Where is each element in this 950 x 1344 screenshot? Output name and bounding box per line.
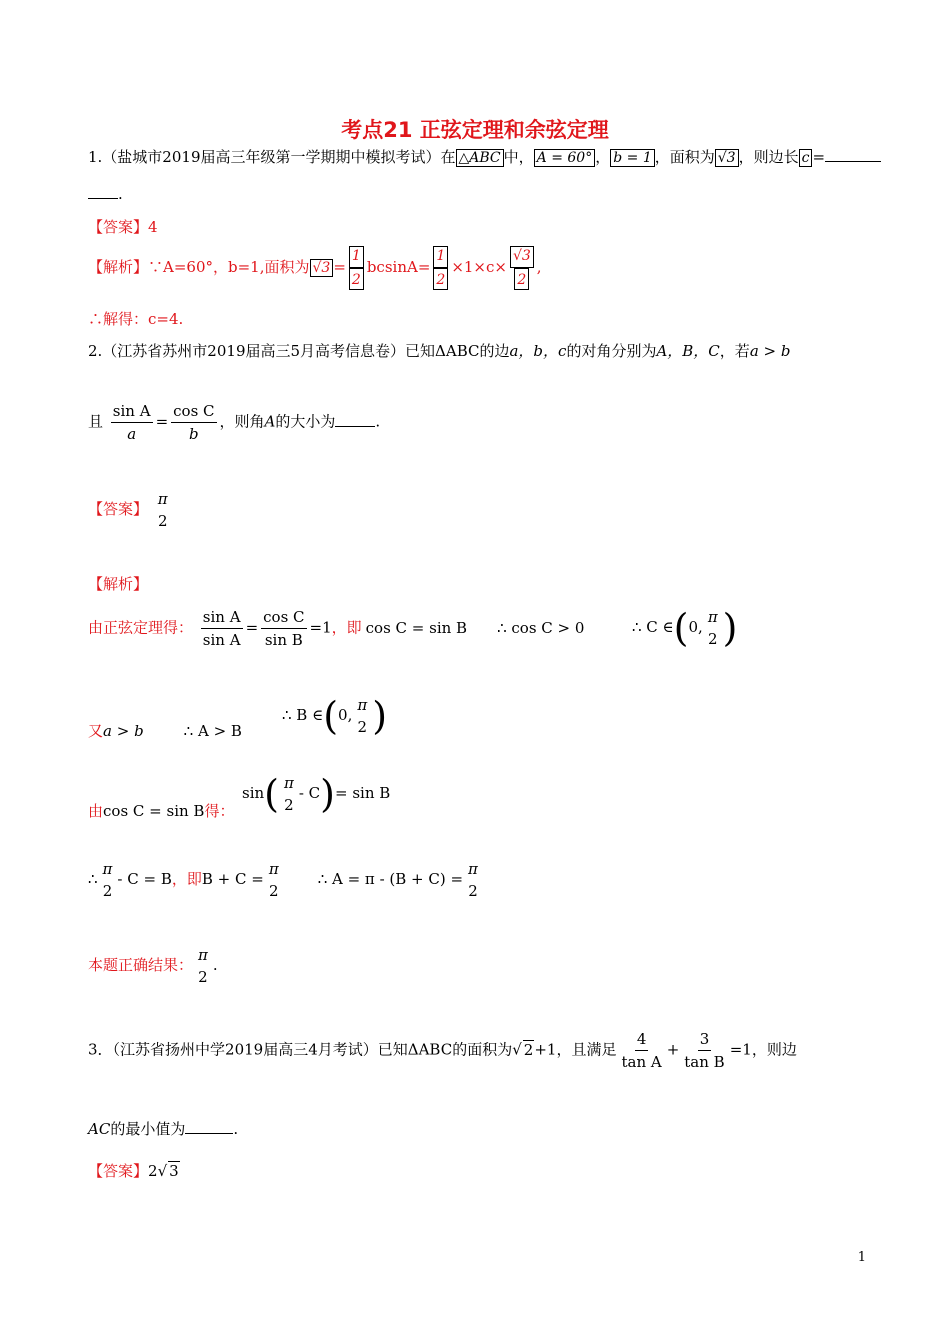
q2-stem-text: 2.（江苏省苏州市2019届高三5月高考信息卷）已知ΔABC的边	[88, 342, 510, 360]
q2-analysis-text: = sin B	[335, 784, 391, 802]
q2-analysis-text: cos C = sin B	[103, 802, 205, 820]
q2-result	[88, 946, 218, 986]
fraction-numerator: 3	[698, 1030, 712, 1051]
equals-sign: =	[155, 412, 169, 431]
q2-analysis-text: ∴ cos C > 0	[497, 618, 585, 637]
fraction-numerator: 1	[433, 246, 448, 268]
sqrt-symbol: √	[512, 1040, 522, 1059]
q1-box-side: b = 1	[610, 149, 655, 167]
close-paren: )	[372, 694, 388, 738]
fraction-sinA-sinA	[201, 608, 243, 649]
q2-answer	[88, 490, 173, 530]
open-paren: (	[264, 772, 279, 816]
q3-stem-text: +1	[534, 1040, 557, 1059]
q2-analysis-text: 0,	[338, 706, 353, 724]
close-paren: )	[722, 606, 738, 650]
q1-analysis-text: ,	[536, 258, 542, 276]
answer-label: 【答案】	[88, 500, 149, 518]
fraction-4-tanA	[619, 1030, 663, 1071]
fraction-denominator: tan B	[684, 1053, 725, 1071]
close-paren: )	[320, 772, 335, 816]
fraction-denominator: sin A	[202, 631, 241, 649]
fraction-numerator: π	[357, 696, 368, 714]
q2-analysis-line2	[88, 720, 242, 741]
q2-analysis-text: ∴ A > B	[183, 722, 242, 740]
q2-analysis-text: a > b	[103, 722, 144, 740]
equals-sign: =	[245, 618, 259, 637]
q2-result-text: .	[212, 956, 218, 974]
q2-stem-text: ，则角	[219, 412, 265, 431]
q2-analysis-text: ，即	[171, 870, 202, 888]
fraction-denominator: a	[127, 425, 137, 443]
q1-stem-text: ，则边长	[738, 148, 799, 166]
q1-box-angle: A = 60°	[534, 149, 596, 167]
q1-answer-value: 4	[148, 218, 158, 236]
page-number: 1	[857, 1250, 866, 1265]
q2-result-text: 本题正确结果：	[88, 956, 194, 974]
fraction-numerator: 1	[349, 246, 364, 268]
q2-answer-blank	[335, 412, 375, 427]
q3-stem-text: 3．（江苏省扬州中学2019届高三4月考试）已知ΔABC的面积为	[88, 1040, 513, 1059]
q1-stem-text: 中，	[503, 148, 534, 166]
q1-answer-blank-cont	[88, 184, 118, 199]
q1-stem-text: ，面积为	[654, 148, 715, 166]
page-title: 考点21 正弦定理和余弦定理	[341, 118, 609, 142]
q2-analysis-text: =1	[309, 618, 332, 637]
q1-stem	[88, 146, 881, 167]
q3-stem-text: =1	[729, 1040, 752, 1059]
fraction-numerator: π	[102, 860, 113, 878]
q2-analysis-text: cos C = sin B	[365, 618, 468, 637]
fraction-denominator: 2	[468, 882, 478, 900]
fraction-3-tanB	[682, 1030, 726, 1071]
q2-analysis-text: - C = B	[117, 870, 172, 888]
fraction-numerator: cos C	[261, 608, 306, 629]
q2-analysis-text: sin	[242, 784, 265, 802]
q2-fraction-sinA-a	[111, 402, 153, 443]
fraction-denominator: 2	[284, 796, 294, 814]
q2-stem-cont	[88, 402, 380, 443]
analysis-label: 【解析】	[88, 258, 149, 276]
fraction-cosC-sinB	[261, 608, 306, 649]
fraction-pi-2	[466, 860, 480, 900]
q2-stem-text: 的对角分别为	[566, 342, 657, 360]
fraction-numerator: π	[268, 860, 279, 878]
fraction-numerator: sin A	[111, 402, 153, 423]
q3-stem-text: 的最小值为	[110, 1120, 186, 1138]
fraction-denominator: 2	[707, 630, 718, 648]
q2-answer-fraction	[156, 490, 170, 530]
q2-stem-angles: A，B，C	[656, 342, 720, 360]
q1-stem-text: 1.（盐城市2019届高三年级第一学期期中模拟考试）在	[88, 148, 456, 166]
q2-analysis-text: ∴	[88, 870, 98, 888]
fraction-denominator: tan A	[621, 1053, 662, 1071]
fraction-numerator: π	[157, 490, 168, 508]
q1-analysis	[88, 246, 542, 290]
q1-box-c: c	[799, 149, 813, 167]
q3-answer-blank	[185, 1119, 233, 1134]
q2-analysis-text: 由	[88, 802, 104, 820]
fraction-denominator: 2	[514, 268, 529, 290]
q2-fraction-cosC-b	[171, 402, 216, 443]
q3-stem-text: .	[233, 1120, 239, 1138]
fraction-denominator: 2	[157, 512, 168, 530]
fraction-numerator: 4	[635, 1030, 649, 1051]
q2-sin-expr	[242, 774, 390, 814]
q1-fraction-half	[349, 246, 364, 290]
q3-answer	[88, 1160, 180, 1181]
open-paren: (	[323, 694, 339, 738]
q1-stem-text: ，	[595, 148, 611, 166]
q2-analysis-line1	[88, 608, 584, 649]
q2-stem-angle: A	[264, 412, 276, 431]
q2-analysis-text: 又	[88, 722, 104, 740]
fraction-denominator: 2	[433, 268, 448, 290]
q2-stem-vars: a，b，c	[509, 342, 567, 360]
q1-fraction-sqrt3-half	[510, 246, 534, 290]
fraction-pi-2	[706, 608, 720, 648]
q2-analysis-text: ∴ A = π - (B + C) =	[317, 870, 464, 888]
q3-stem-ac: AC	[88, 1120, 111, 1138]
q2-analysis-line3	[88, 800, 234, 821]
q2-analysis-text: ，即	[331, 618, 362, 637]
q1-box-area: √3	[715, 149, 739, 167]
q2-result-fraction	[196, 946, 210, 986]
answer-label: 【答案】	[88, 1162, 149, 1180]
fraction-numerator: π	[707, 608, 718, 626]
q2-stem-text: ，若	[719, 342, 750, 360]
fraction-pi-2	[355, 696, 369, 736]
fraction-numerator: π	[468, 860, 478, 878]
fraction-numerator: cos C	[171, 402, 216, 423]
fraction-numerator: sin A	[201, 608, 243, 629]
q2-analysis-text: ∴ C ∈	[632, 618, 674, 636]
fraction-pi-2	[282, 774, 296, 814]
q2-C-interval	[632, 608, 738, 648]
fraction-pi-2	[267, 860, 281, 900]
q3-stem-text: ，且满足	[556, 1040, 617, 1059]
answer-label: 【答案】	[88, 218, 149, 236]
q2-analysis-text: 由正弦定理得：	[88, 618, 194, 637]
q1-analysis-text: =	[333, 258, 346, 276]
q2-stem-cond: a > b	[749, 342, 791, 360]
q2-stem-text: 的大小为	[275, 412, 336, 431]
fraction-numerator: π	[283, 774, 294, 792]
sqrt-symbol: √	[157, 1162, 168, 1180]
fraction-denominator: sin B	[264, 631, 303, 649]
fraction-denominator: 2	[349, 268, 364, 290]
q1-fraction-half-2	[433, 246, 448, 290]
q3-sqrt-radicand: 2	[523, 1040, 534, 1059]
plus-sign: +	[666, 1040, 680, 1059]
fraction-denominator: 2	[357, 718, 368, 736]
q2-analysis-line4	[88, 860, 483, 900]
q1-analysis-text: ×1×c×	[451, 258, 507, 276]
q1-stem-end: .	[118, 185, 123, 203]
q2-analysis-text: - C	[298, 784, 321, 802]
q2-stem-text: 且	[88, 412, 104, 431]
q3-stem	[88, 1030, 797, 1071]
q2-stem-text: .	[375, 412, 381, 431]
q3-stem-text: ，则边	[751, 1040, 797, 1059]
q1-answer-blank	[825, 147, 881, 162]
open-paren: (	[673, 606, 689, 650]
q2-analysis-text: ∴ B ∈	[282, 706, 324, 724]
fraction-numerator: √3	[510, 246, 534, 268]
q1-conclusion: ∴解得：c=4.	[88, 310, 184, 328]
fraction-denominator: 2	[102, 882, 113, 900]
q3-answer-coef: 2	[148, 1162, 158, 1180]
q2-stem	[88, 340, 790, 361]
q1-analysis-text: ∵A=60°，b=1,面积为	[148, 258, 310, 276]
q1-box-sqrt3: √3	[310, 259, 334, 277]
fraction-pi-2	[101, 860, 115, 900]
q2-analysis-text: B + C =	[201, 870, 264, 888]
q1-stem-cont	[88, 184, 123, 203]
fraction-denominator: 2	[198, 968, 208, 986]
q3-stem-cont	[88, 1118, 238, 1139]
q1-answer	[88, 216, 158, 237]
q3-answer-radicand: 3	[169, 1162, 179, 1180]
q2-B-interval	[282, 696, 387, 736]
q2-analysis-label: 【解析】	[88, 575, 149, 593]
q2-analysis-text: 0,	[688, 618, 703, 636]
fraction-numerator: π	[198, 946, 208, 964]
q1-box-triangle: △ABC	[456, 149, 504, 167]
fraction-denominator: b	[189, 425, 199, 443]
q1-analysis-text: bcsinA=	[366, 258, 431, 276]
q1-stem-text: =	[812, 148, 826, 166]
q2-analysis-text: 得：	[204, 802, 235, 820]
fraction-denominator: 2	[268, 882, 279, 900]
